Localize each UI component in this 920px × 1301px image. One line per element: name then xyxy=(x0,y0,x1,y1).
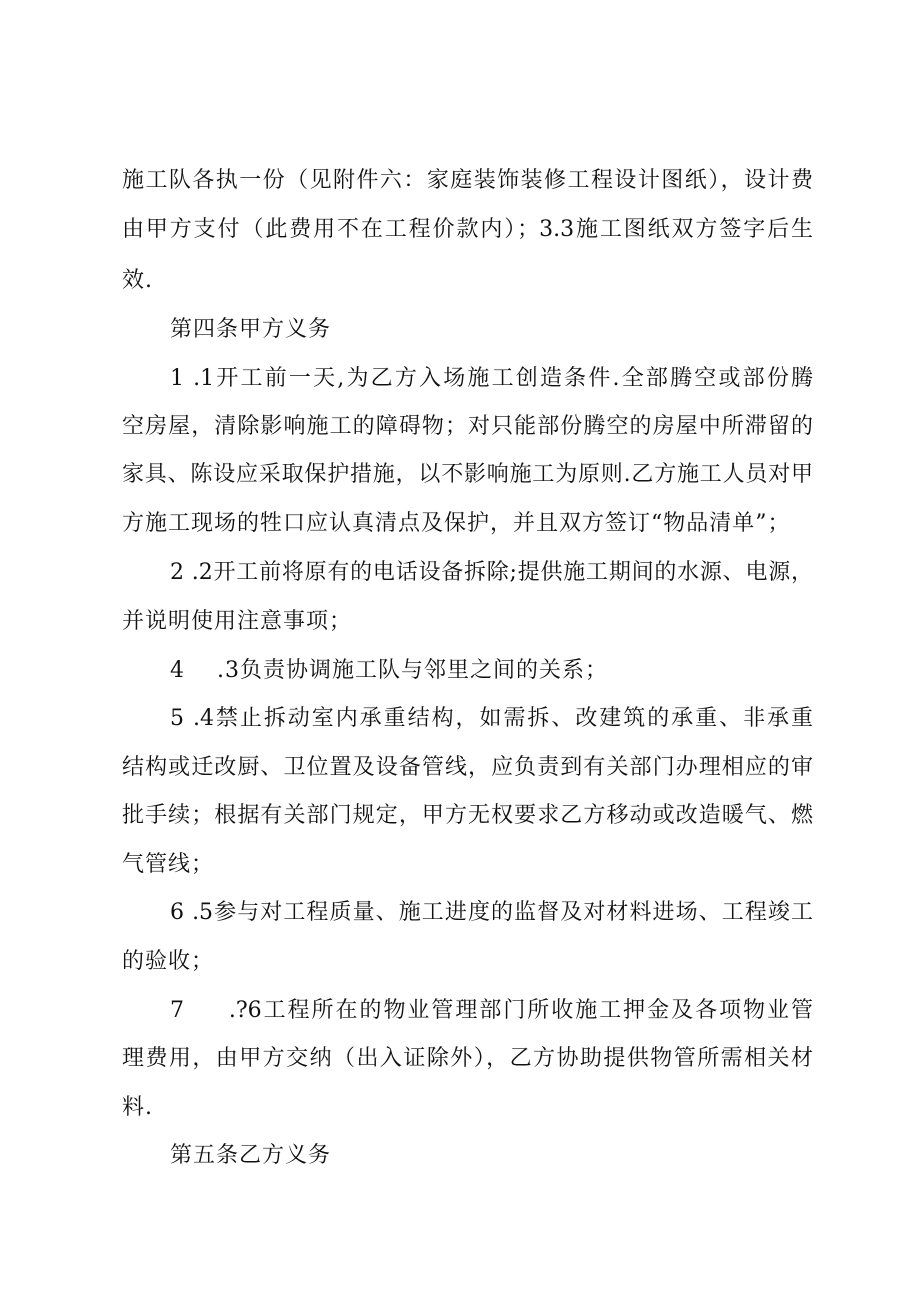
section-heading: 第四条甲方义务 xyxy=(170,317,332,342)
paragraph-line: 4 .3负责协调施工队与邻里之间的关系； xyxy=(170,658,608,683)
paragraph-line: 7 .?6工程所在的物业管理部门所收施工押金及各项物业管 xyxy=(170,998,813,1023)
paragraph-line: 的验收； xyxy=(122,949,215,974)
paragraph-line: 施工队各执一份（见附件六：家庭装饰装修工程设计图纸），设计费 xyxy=(122,168,813,193)
paragraph-line: 家具、陈设应采取保护措施，以不影响施工为原则.乙方施工人员对甲 xyxy=(122,462,813,487)
paragraph-line: 由甲方支付（此费用不在工程价款内）；3.3施工图纸双方签字后生 xyxy=(122,217,813,242)
section-heading: 第五条乙方义务 xyxy=(170,1143,332,1168)
paragraph-line: 料. xyxy=(122,1095,153,1120)
paragraph-line: 批手续；根据有关部门规定，甲方无权要求乙方移动或改造暖气、燃 xyxy=(122,803,813,828)
paragraph-line: 空房屋，清除影响施工的障碍物；对只能部份腾空的房屋中所滞留的 xyxy=(122,414,813,439)
paragraph-line: 气管线； xyxy=(122,852,215,877)
paragraph-line: 方施工现场的牲口应认真清点及保护，并且双方签订“物品清单”； xyxy=(122,511,791,536)
paragraph-line: 理费用，由甲方交纳（出入证除外），乙方协助提供物管所需相关材 xyxy=(122,1046,813,1071)
paragraph-line: 2 .2开工前将原有的电话设备拆除;提供施工期间的水源、电源， xyxy=(170,560,813,585)
paragraph-line: 结构或迁改厨、卫位置及设备管线，应负责到有关部门办理相应的审 xyxy=(122,755,813,780)
paragraph-line: 并说明使用注意事项； xyxy=(122,609,353,634)
paragraph-line: 5 .4禁止拆动室内承重结构，如需拆、改建筑的承重、非承重 xyxy=(170,706,813,731)
paragraph-line: 1 .1开工前一天,为乙方入场施工创造条件.全部腾空或部份腾 xyxy=(170,366,813,391)
paragraph-line: 6 .5参与对工程质量、施工进度的监督及对材料进场、工程竣工 xyxy=(170,900,813,925)
paragraph-line: 效. xyxy=(122,268,153,293)
